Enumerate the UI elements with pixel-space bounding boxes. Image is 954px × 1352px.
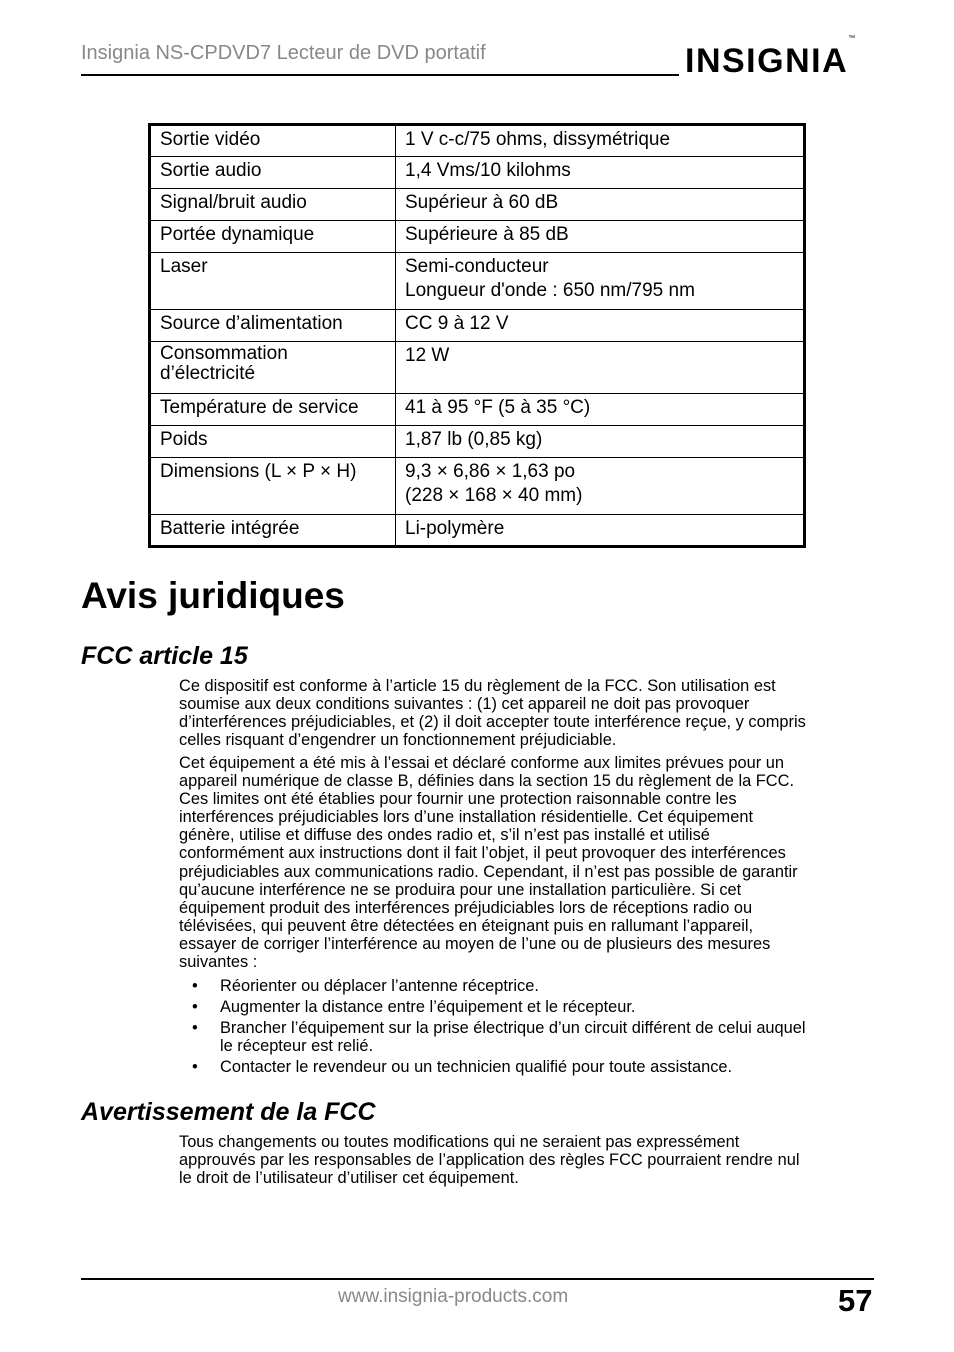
bullet-icon: • xyxy=(192,1019,198,1038)
text-line: le récepteur est relié. xyxy=(220,1037,374,1056)
spec-label xyxy=(150,342,396,394)
fcc15-paragraph-1 xyxy=(179,677,879,749)
spec-row xyxy=(150,310,805,342)
text-line: génère, utilise et diffuse des ondes radio et, s’il n’est pas installé et utilisé xyxy=(179,826,710,845)
spec-row xyxy=(150,157,805,189)
spec-row xyxy=(150,125,805,157)
spec-value: 1 V c-c/75 ohms, dissymétrique xyxy=(396,125,805,157)
list-item xyxy=(179,977,879,995)
spec-label-line: d’électricité xyxy=(160,363,256,384)
spec-row xyxy=(150,253,805,310)
spec-value: 12 W xyxy=(396,342,805,394)
spec-label: Sortie audio xyxy=(150,157,396,189)
text-line: approuvés par les responsables de l’application des règles FCC pourraient rendre nul xyxy=(179,1151,800,1170)
spec-label-line: Consommation xyxy=(160,343,288,364)
text-line: Brancher l’équipement sur la prise électrique d’un circuit différent de celui auquel xyxy=(220,1019,806,1038)
spec-value: Supérieure à 85 dB xyxy=(396,221,805,253)
text-line: interférences préjudiciables lors d’une installation résidentielle. Cet équipement xyxy=(179,808,754,827)
spec-label: Laser xyxy=(150,253,396,310)
text-line: celles risquant d’engendrer un fonctionnement préjudiciable. xyxy=(179,731,617,750)
fcc15-paragraph-2 xyxy=(179,754,879,971)
text-line: soumise aux deux conditions suivantes : (1) cet appareil ne doit pas provoquer xyxy=(179,695,750,714)
header-rule xyxy=(81,74,679,76)
spec-label: Portée dynamique xyxy=(150,221,396,253)
spec-table xyxy=(148,123,806,548)
bullet-icon: • xyxy=(192,1058,198,1077)
section-title: Avis juridiques xyxy=(81,575,345,616)
text-line: qu’aucune interférence ne se produira pour une installation particulière. Si cet xyxy=(179,880,742,899)
spec-row xyxy=(150,394,805,426)
spec-label: Dimensions (L × P × H) xyxy=(150,458,396,515)
spec-row xyxy=(150,342,805,394)
text-line: Augmenter la distance entre l’équipement et le récepteur. xyxy=(220,998,636,1017)
text-line: d’interférences préjudiciables, et (2) il doit accepter toute interférence reçue, y compris xyxy=(179,713,806,732)
spec-label: Poids xyxy=(150,426,396,458)
fcc15-bullet-list xyxy=(179,977,879,1079)
spec-value: CC 9 à 12 V xyxy=(396,310,805,342)
page-number: 57 xyxy=(838,1283,873,1318)
spec-label: Température de service xyxy=(150,394,396,426)
text-line: suivantes : xyxy=(179,953,258,972)
list-item xyxy=(179,1058,879,1076)
spec-value-line: 9,3 × 6,86 × 1,63 po xyxy=(405,461,576,482)
fcc-warning-paragraph xyxy=(179,1133,879,1187)
fcc-warning-heading: Avertissement de la FCC xyxy=(81,1098,376,1126)
bullet-icon: • xyxy=(192,977,198,995)
text-line: Cet équipement a été mis à l’essai et déclaré conforme aux limites prévues pour un xyxy=(179,754,784,772)
footer-url: www.insignia-products.com xyxy=(338,1286,569,1307)
spec-value xyxy=(396,458,805,515)
text-line: préjudiciables aux communications radio. Cependant, il n’est pas possible de garantir xyxy=(179,862,798,881)
spec-value-line: Longueur d'onde : 650 nm/795 nm xyxy=(405,280,695,301)
spec-value xyxy=(396,253,805,310)
text-line: Contacter le revendeur ou un technicien qualifié pour toute assistance. xyxy=(220,1058,733,1077)
list-item xyxy=(179,998,879,1016)
footer-rule xyxy=(81,1278,874,1280)
spec-label: Batterie intégrée xyxy=(150,515,396,547)
spec-value: 1,4 Vms/10 kilohms xyxy=(396,157,805,189)
spec-value: 41 à 95 °F (5 à 35 °C) xyxy=(396,394,805,426)
fcc15-heading: FCC article 15 xyxy=(81,642,248,670)
list-item xyxy=(179,1019,879,1055)
header-title: Insignia NS-CPDVD7 Lecteur de DVD portatif xyxy=(81,42,486,64)
text-line: télévisées, qui peuvent être détectées en éteignant puis en rallumant l’appareil, xyxy=(179,916,754,935)
bullet-icon: • xyxy=(192,998,198,1017)
spec-value-line: (228 × 168 × 40 mm) xyxy=(405,485,583,506)
spec-label: Source d’alimentation xyxy=(150,310,396,342)
spec-value: 1,87 lb (0,85 kg) xyxy=(396,426,805,458)
spec-row xyxy=(150,189,805,221)
text-line: Ce dispositif est conforme à l’article 15 du règlement de la FCC. Son utilisation est xyxy=(179,677,776,695)
spec-label: Sortie vidéo xyxy=(150,125,396,157)
text-line: le droit de l’utilisateur d’utiliser cet équipement. xyxy=(179,1169,519,1188)
spec-value-line: Semi-conducteur xyxy=(405,256,549,277)
text-line: conformément aux instructions dont il fait l’objet, il peut provoquer des interférences xyxy=(179,844,786,863)
spec-value: Li-polymère xyxy=(396,515,805,547)
logo-text: INSIGNIA xyxy=(685,42,849,80)
text-line: essayer de corriger l’interférence au moyen de l’une ou de plusieurs des mesures xyxy=(179,934,771,953)
spec-row xyxy=(150,515,805,547)
insignia-logo xyxy=(685,34,856,81)
spec-row xyxy=(150,426,805,458)
text-line: Tous changements ou toutes modifications qui ne seraient pas expressément xyxy=(179,1133,740,1151)
spec-row xyxy=(150,221,805,253)
text-line: équipement produit des interférences préjudiciables lors de réceptions radio ou xyxy=(179,898,753,917)
spec-row xyxy=(150,458,805,515)
spec-value: Supérieur à 60 dB xyxy=(396,189,805,221)
spec-label: Signal/bruit audio xyxy=(150,189,396,221)
logo-trademark: ™ xyxy=(848,34,856,42)
text-line: appareil numérique de classe B, définies dans la section 15 du règlement de la FCC. xyxy=(179,772,795,791)
text-line: Réorienter ou déplacer l’antenne réceptrice. xyxy=(220,977,539,995)
text-line: Ces limites ont été établies pour fournir une protection raisonnable contre les xyxy=(179,790,737,809)
